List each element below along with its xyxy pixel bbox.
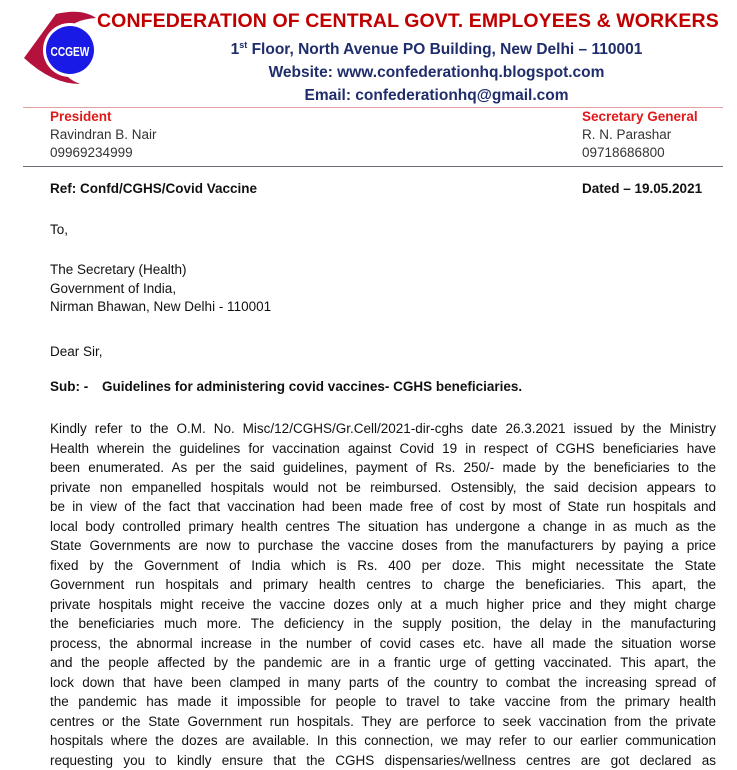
to-label: To, [50,222,69,237]
paragraph-line: Kindly refer to the O.M. No. Misc/12/CGHS/Gr.Cell/2021-dir-cghs date 26.3.2021 issued by the Ministry [50,421,716,436]
reference-number: Ref: Confd/CGHS/Covid Vaccine [50,181,258,196]
subject-text: Guidelines for administering covid vaccines- CGHS beneficiaries. [102,379,523,394]
paragraph-line: be in view of the fact that vaccination had been made free of cost by most of State run hospitals and [50,499,716,514]
president-block [50,108,157,162]
svg-text:CCGEW: CCGEW [50,44,90,60]
letter-date: Dated – 19.05.2021 [582,181,703,196]
recipient-line: The Secretary (Health) [50,262,187,277]
body-paragraph [50,419,716,770]
recipient-address [50,261,716,317]
paragraph-line: and the people affected by the pandemic are in a frantic urge of getting vaccinated. This apart, the [50,655,716,670]
paragraph-line: Health wherein the guidelines for vaccination against Covid 19 in respect of CGHS beneficiaries have [50,440,716,456]
paragraph-line: fixed by the Government of India which is Rs. 400 per doze. This might necessitate the State [50,557,716,573]
organization-address: 1st Floor, North Avenue PO Building, New Delhi – 110001 [230,40,643,58]
organization-website: Website: www.confederationhq.blogspot.com [268,64,605,81]
paragraph-line: State Governments are now to purchase the vaccine doses from the manufacturers by paying a price [50,538,716,553]
organization-name: CONFEDERATION OF CENTRAL GOVT. EMPLOYEES & WORKERS [97,10,719,32]
organization-email: Email: confederationhq@gmail.com [304,87,569,104]
salutation: Dear Sir, [50,344,103,359]
secretary-general-role: Secretary General [582,109,698,124]
paragraph-line: Government run hospitals and primary health centres to charge the beneficiaries. This apart, the [50,577,716,592]
paragraph-line: requesting you to kindly ensure that the CGHS dispensaries/wellness centres are got declared as [50,752,716,768]
paragraph-line: centres or the State Government run hospitals. They are perforce to seek vaccination from the private [50,713,716,729]
president-phone: 09969234999 [50,145,133,160]
subject-line [50,378,716,397]
secretary-general-name: R. N. Parashar [582,127,672,142]
subject-label: Sub: - [50,379,89,394]
paragraph-line: local body controlled primary health centres The situation has undergone a change in as much as the [50,518,716,534]
president-name: Ravindran B. Nair [50,127,157,142]
recipient-line: Nirman Bhawan, New Delhi - 110001 [50,299,272,314]
secretary-general-block [582,108,698,162]
paragraph-line: lock down that have been clamped in many parts of the country to combat the increasing spread of [50,674,716,690]
paragraph-line: hospitals where the dozes are available. In this connection, we may refer to our earlier communication [50,733,716,748]
paragraph-line: been enumerated. As per the said guidelines, payment of Rs. 250/- made by the beneficiaries to the [50,460,716,475]
paragraph-line: process, the abnormal increase in the number of covid cases etc. have all made the situation worse [50,635,716,651]
officers-divider [23,166,723,167]
president-role: President [50,109,112,124]
paragraph-line: the pandemic has made it impossible for people to travel to take vaccine from the primary health [50,694,716,709]
secretary-general-phone: 09718686800 [582,145,665,160]
recipient-line: Government of India, [50,280,177,296]
paragraph-line: private non empanelled hospitals would not be reimbursed. Ostensibly, the said decision appears to [50,479,716,495]
paragraph-line: the beneficiaries much more. The deficiency in the supply position, the delay in the manufacturing [50,616,716,631]
paragraph-line: private hospitals might receive the vaccine dozes only at a much higher price and they might charge [50,596,716,612]
